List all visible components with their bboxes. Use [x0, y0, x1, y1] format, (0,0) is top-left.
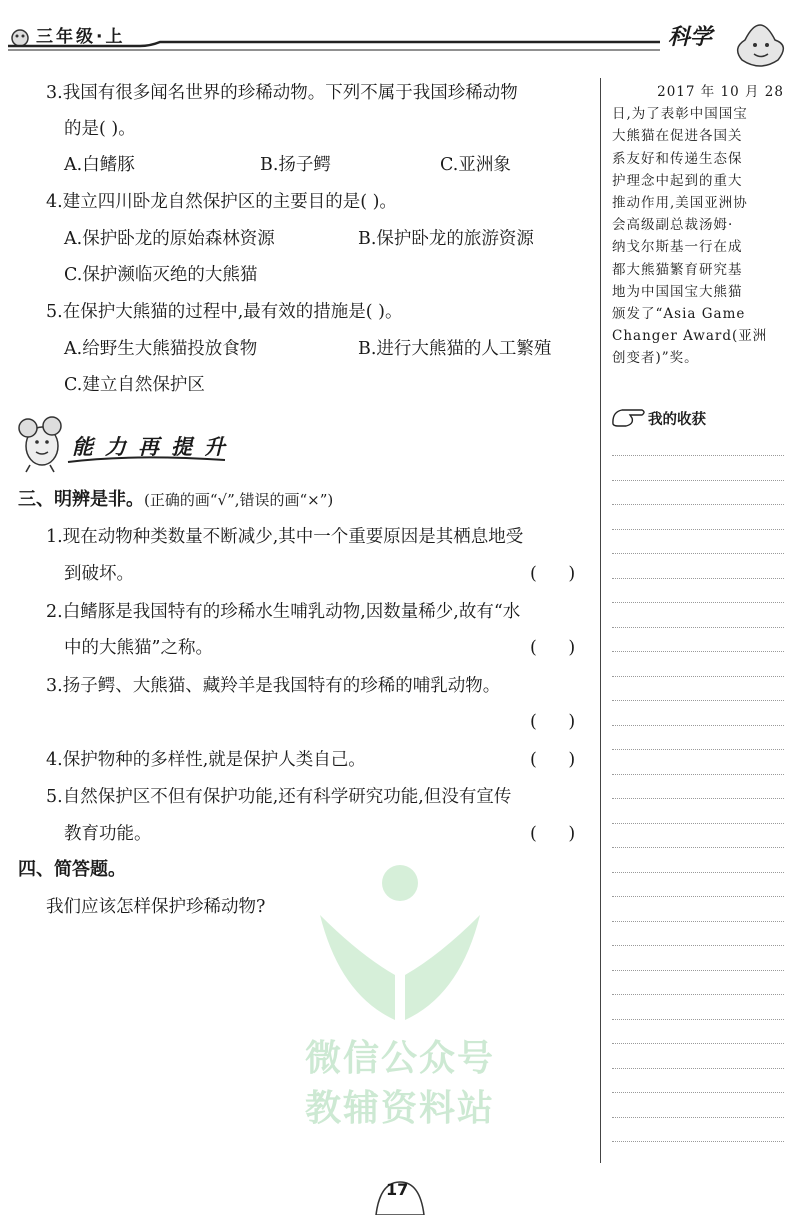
section-3-heading [18, 488, 333, 512]
writing-line[interactable] [612, 774, 784, 775]
writing-line[interactable] [612, 553, 784, 554]
watermark-logo-icon [300, 855, 500, 1035]
question-3-option-b[interactable]: B.扬子鳄 [260, 155, 331, 175]
sidebar-note-line: Changer Award(亚洲 [612, 328, 768, 345]
writing-line[interactable] [612, 1043, 784, 1044]
sidebar-note-line: 护理念中起到的重大 [612, 172, 743, 189]
writing-line[interactable] [612, 945, 784, 946]
sidebar-note-line: 大熊猫在促进各国关 [612, 128, 743, 145]
sidebar-note-line: 创变者)”奖。 [612, 350, 699, 367]
writing-line[interactable] [612, 602, 784, 603]
section-4-title: 四、简答题。 [18, 859, 126, 880]
grade-label: 三年级·上 [36, 27, 126, 47]
writing-line[interactable] [612, 798, 784, 799]
tf-item-1-answer-box[interactable]: ( ) [530, 564, 576, 584]
writing-line[interactable] [612, 1117, 784, 1118]
writing-line[interactable] [612, 847, 784, 848]
subject-label: 科学 [668, 25, 713, 50]
page-number: 17 [386, 1180, 409, 1199]
question-4-option-b[interactable]: B.保护卧龙的旅游资源 [358, 229, 534, 249]
tf-item-3-answer-box[interactable]: ( ) [530, 712, 576, 732]
writing-line[interactable] [612, 725, 784, 726]
writing-line[interactable] [612, 872, 784, 873]
question-3-option-c[interactable]: C.亚洲象 [440, 155, 511, 175]
writing-line[interactable] [612, 676, 784, 677]
question-4-line1: 4.建立四川卧龙自然保护区的主要目的是( )。 [46, 192, 397, 212]
writing-line[interactable] [612, 1019, 784, 1020]
watermark-line1: 微信公众号 [305, 1038, 496, 1079]
sidebar-note-line: 会高级副总裁汤姆· [612, 217, 734, 234]
section-3-note: (正确的画“√”,错误的画“×”) [144, 491, 334, 509]
sidebar-note-line: 日,为了表彰中国国宝 [612, 106, 748, 123]
mouse-mascot-icon [19, 417, 61, 472]
header-mascot-icon [12, 30, 28, 46]
my-harvest-label: 我的收获 [648, 412, 706, 428]
tf-item-5-answer-box[interactable]: ( ) [530, 824, 576, 844]
sidebar-note-line: 地为中国国宝大熊猫 [612, 283, 743, 300]
sidebar-note-line: 纳戈尔斯基一行在成 [612, 239, 743, 256]
tf-item-2-line2: 中的大熊猫”之称。 [64, 638, 213, 658]
sidebar-note-line: 颁发了“Asia Game [612, 306, 746, 323]
tf-item-5-line1: 5.自然保护区不但有保护功能,还有科学研究功能,但没有宣传 [46, 787, 512, 807]
writing-line[interactable] [612, 480, 784, 481]
question-3-line1: 3.我国有很多闻名世界的珍稀动物。下列不属于我国珍稀动物 [46, 83, 518, 103]
tf-item-1-line1: 1.现在动物种类数量不断减少,其中一个重要原因是其栖息地受 [46, 527, 524, 547]
section-3-title: 三、明辨是非。 [18, 489, 144, 510]
pointing-hand-icon [610, 404, 648, 430]
sidebar-note-line: 推动作用,美国亚洲协 [612, 195, 748, 212]
tf-item-4-line1: 4.保护物种的多样性,就是保护人类自己。 [46, 750, 366, 770]
banner-title: 能力再提升 [72, 435, 237, 459]
question-5-line1: 5.在保护大熊猫的过程中,最有效的措施是( )。 [46, 302, 403, 322]
tf-item-2-line1: 2.白鳍豚是我国特有的珍稀水生哺乳动物,因数量稀少,故有“水 [46, 602, 521, 622]
tf-item-5-line2: 教育功能。 [64, 824, 152, 844]
writing-line[interactable] [612, 896, 784, 897]
sidebar-divider [600, 78, 601, 1163]
writing-line[interactable] [612, 823, 784, 824]
writing-line[interactable] [612, 455, 784, 456]
writing-line[interactable] [612, 1068, 784, 1069]
sidebar-note-line: 2017 年 10 月 28 [657, 84, 784, 100]
question-4-option-a[interactable]: A.保护卧龙的原始森林资源 [64, 229, 275, 249]
question-3-line2: 的是( )。 [64, 119, 136, 139]
writing-line[interactable] [612, 651, 784, 652]
writing-line[interactable] [612, 627, 784, 628]
writing-line[interactable] [612, 1141, 784, 1142]
writing-line[interactable] [612, 970, 784, 971]
writing-line[interactable] [612, 578, 784, 579]
question-4-option-c[interactable]: C.保护濒临灭绝的大熊猫 [64, 265, 258, 285]
question-5-option-b[interactable]: B.进行大熊猫的人工繁殖 [358, 339, 552, 359]
tf-item-4-answer-box[interactable]: ( ) [530, 750, 576, 770]
writing-line[interactable] [612, 921, 784, 922]
question-5-option-c[interactable]: C.建立自然保护区 [64, 375, 205, 395]
writing-line[interactable] [612, 994, 784, 995]
writing-line[interactable] [612, 700, 784, 701]
tf-item-2-answer-box[interactable]: ( ) [530, 638, 576, 658]
sidebar-note-line: 系友好和传递生态保 [612, 150, 743, 167]
tf-item-1-line2: 到破坏。 [64, 564, 134, 584]
sidebar-note [612, 81, 784, 370]
writing-line[interactable] [612, 529, 784, 530]
tf-item-3-line1: 3.扬子鳄、大熊猫、藏羚羊是我国特有的珍稀的哺乳动物。 [46, 676, 501, 696]
writing-line[interactable] [612, 749, 784, 750]
watermark-line2: 教辅资料站 [305, 1088, 496, 1129]
question-5-option-a[interactable]: A.给野生大熊猫投放食物 [64, 339, 258, 359]
section-4-question: 我们应该怎样保护珍稀动物? [46, 897, 266, 917]
writing-line[interactable] [612, 1092, 784, 1093]
writing-line[interactable] [612, 504, 784, 505]
sidebar-note-line: 都大熊猫繁育研究基 [612, 261, 743, 278]
subject-mascot-icon [738, 25, 784, 66]
question-3-option-a[interactable]: A.白鳍豚 [64, 155, 135, 175]
